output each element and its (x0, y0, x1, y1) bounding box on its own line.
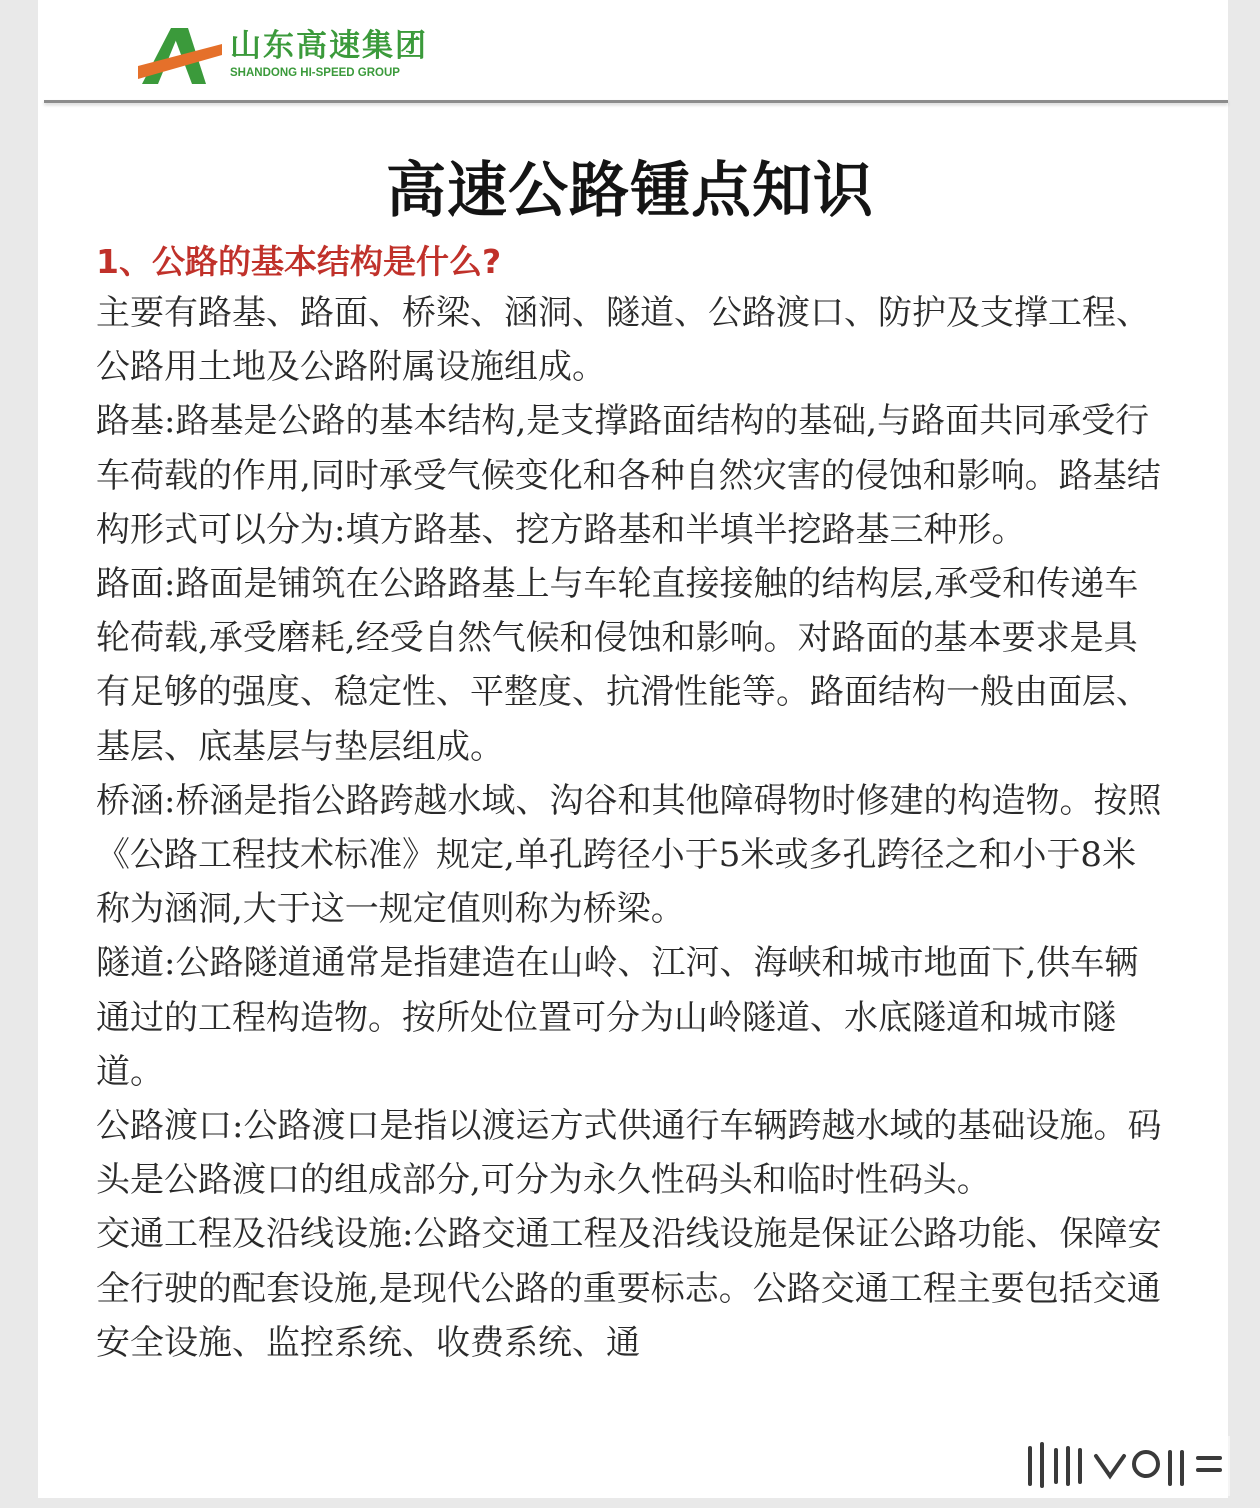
paragraph-pavement: 路面:路面是铺筑在公路路基上与车轮直接接触的结构层,承受和传递车轮荷载,承受磨耗,经受自然气候和侵蚀和影响。对路面的基本要求是具有足够的强度、稳定性、平整度、抗滑性能等。路面结构一般由面层、基层、底基层与垫层组成。 (96, 564, 1150, 767)
logo-chinese-name: 山东高速集团 (230, 28, 428, 64)
paragraph-bridge-culvert: 桥涵:桥涵是指公路跨越水域、沟谷和其他障碍物时修建的构造物。按照《公路工程技术标准》规定,单孔跨径小于5米或多孔跨径之和小于8米称为涵洞,大于这一规定值则称为桥梁。 (96, 780, 1162, 930)
paragraph-overview: 主要有路基、路面、桥梁、涵洞、隧道、公路渡口、防护及支撑工程、公路用土地及公路附属设施组成。 (96, 293, 1150, 388)
document-body (96, 286, 1168, 1370)
logo-a-icon (138, 22, 224, 86)
logo-english-name: SHANDONG HI-SPEED GROUP (230, 67, 400, 79)
paragraph-tunnel: 隧道:公路隧道通常是指建造在山岭、江河、海峡和城市地面下,供车辆通过的工程构造物。按所处位置可分为山岭隧道、水底隧道和城市隧道。 (96, 943, 1139, 1092)
paragraph-ferry: 公路渡口:公路渡口是指以渡运方式供通行车辆跨越水域的基础设施。码头是公路渡口的组成部分,可分为永久性码头和临时性码头。 (96, 1106, 1162, 1201)
header-divider (44, 100, 1228, 103)
company-logo (138, 22, 458, 90)
paragraph-traffic-engineering: 交通工程及沿线设施:公路交通工程及沿线设施是保证公路功能、保障安全行驶的配套设施,是现代公路的重要标志。公路交通工程主要包括交通安全设施、监控系统、收费系统、通 (96, 1214, 1162, 1363)
bottom-margin-strip (0, 1498, 1260, 1508)
document-title: 高速公路锺点知识 (386, 156, 874, 226)
question-heading: 1、公路的基本结构是什么? (96, 242, 502, 281)
paragraph-subgrade: 路基:路基是公路的基本结构,是支撑路面结构的基础,与路面共同承受行车荷载的作用,同时承受气候变化和各种自然灾害的侵蚀和影响。路基结构形式可以分为:填方路基、挖方路基和半填半挖路基三种形。 (96, 401, 1161, 550)
watermark-glyphs (1020, 1436, 1230, 1496)
